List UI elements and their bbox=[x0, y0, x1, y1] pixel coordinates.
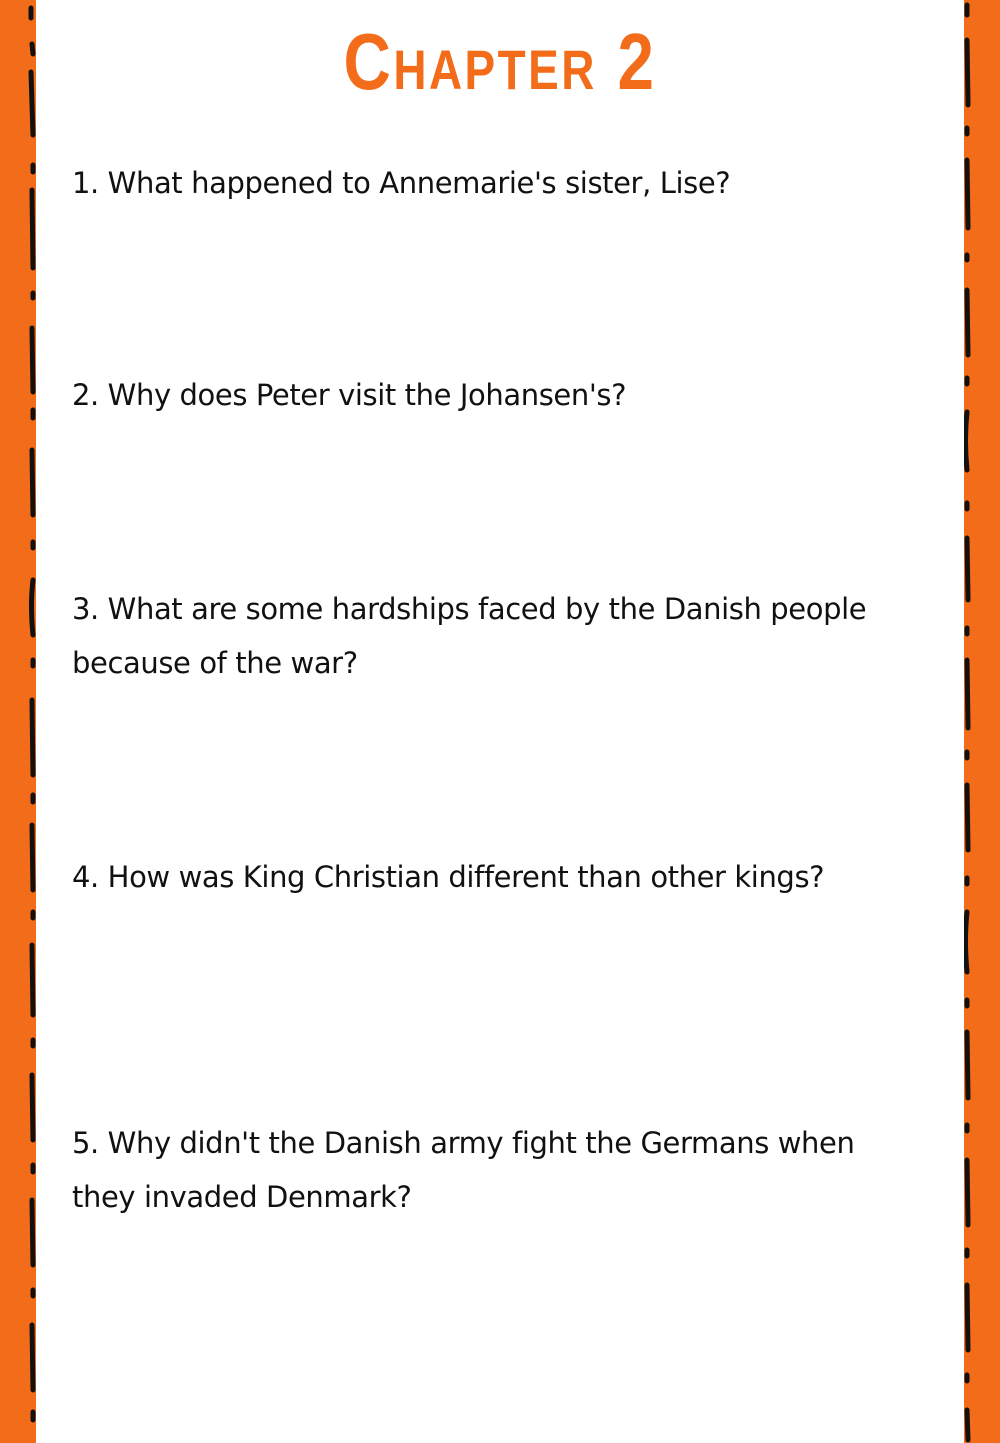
chapter-title: Chapter 2 bbox=[343, 17, 657, 106]
question-1: 1. What happened to Annemarie's sister, Lise? bbox=[72, 166, 731, 200]
worksheet-page bbox=[36, 0, 964, 1443]
question-2: 2. Why does Peter visit the Johansen's? bbox=[72, 378, 627, 412]
left-border-stripe bbox=[0, 0, 36, 1443]
question-5: 5. Why didn't the Danish army fight the Germans when they invaded Denmark? bbox=[72, 1126, 855, 1214]
right-border-stripe bbox=[964, 0, 1000, 1443]
question-4: 4. How was King Christian different than other kings? bbox=[72, 860, 825, 894]
question-3: 3. What are some hardships faced by the Danish people because of the war? bbox=[72, 592, 867, 680]
